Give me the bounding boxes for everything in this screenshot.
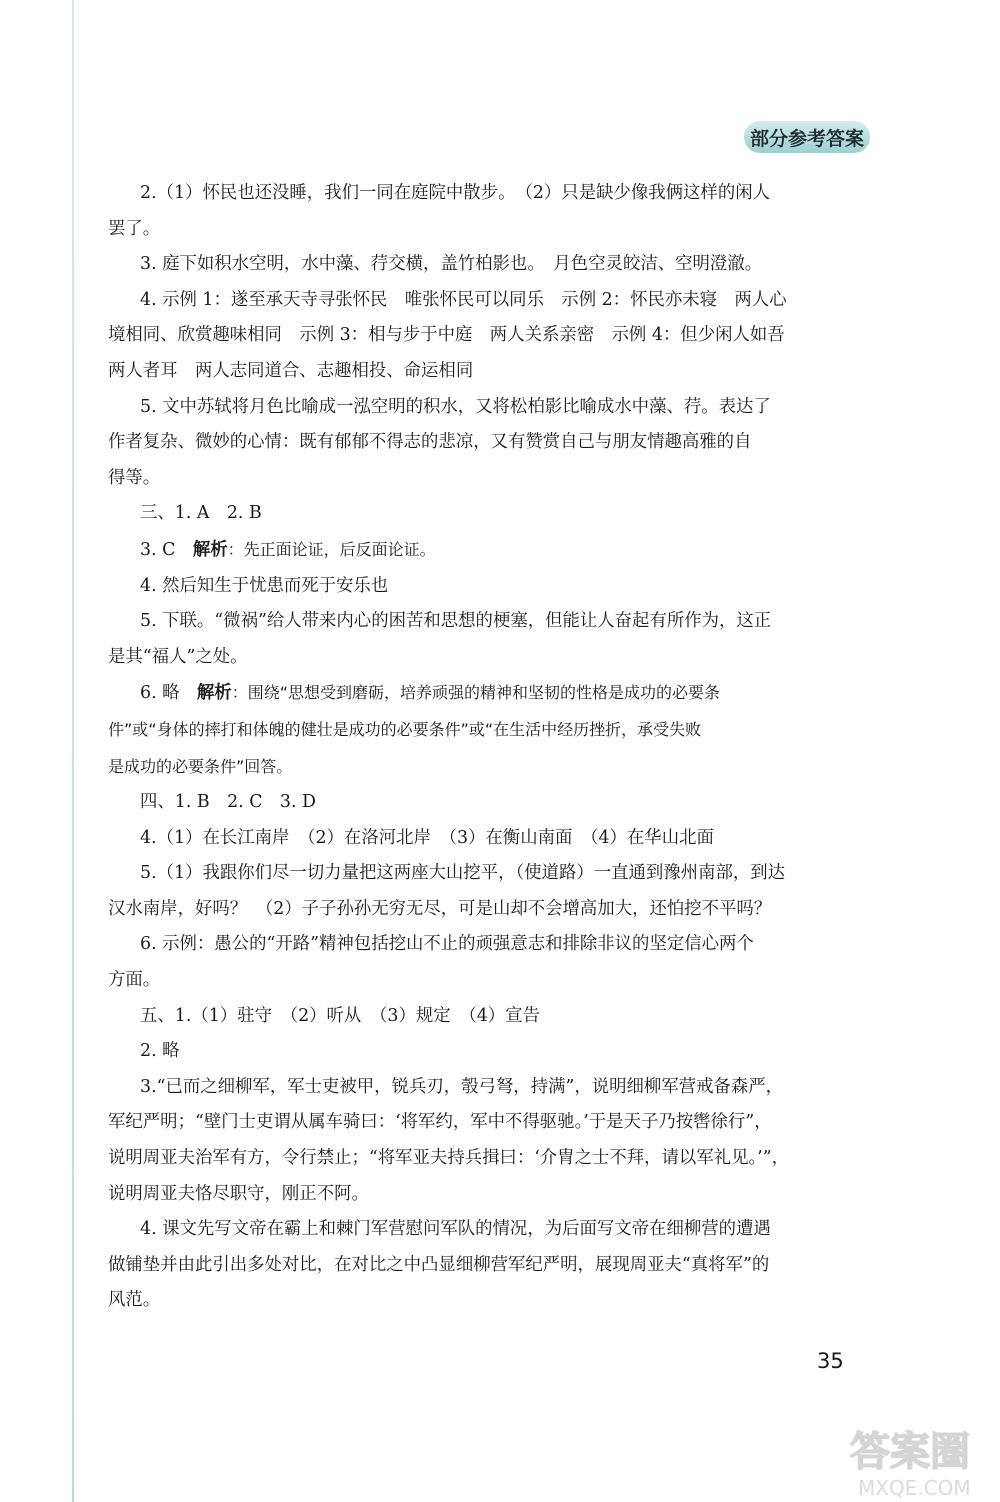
section-badge: 部分参考答案 bbox=[744, 121, 870, 153]
line-text: 是其“福人”之处。 bbox=[108, 646, 248, 667]
text-line bbox=[140, 532, 870, 569]
line-text: 说明周亚夫治军有方，令行禁止；“将军亚夫持兵揖曰：‘介胄之士不拜，请以军礼见。’”， bbox=[108, 1148, 789, 1169]
answer-text-block bbox=[108, 176, 870, 1319]
text-line bbox=[108, 892, 870, 928]
line-text: 方面。 bbox=[108, 970, 161, 991]
text-line bbox=[140, 856, 870, 892]
analysis-text: 件”或“身体的摔打和体魄的健壮是成功的必要条件”或“在生活中经历挫折，承受失败 bbox=[108, 719, 702, 739]
line-text: 汉水南岸，好吗？ （2）子子孙孙无穷无尽，可是山却不会增高加大，还怕挖不平吗？ bbox=[108, 898, 772, 919]
analysis-label: 解析 bbox=[192, 539, 228, 560]
watermark-url: MXQE.COM bbox=[858, 1476, 971, 1500]
line-text: 3.“已而之细柳军，军士吏被甲，锐兵刃，彀弓弩，持满”，说明细柳军营戒备森严， bbox=[140, 1076, 784, 1097]
line-text: 作者复杂、微妙的心情：既有郁郁不得志的悲凉，又有赞赏自己与朋友情趣高雅的自 bbox=[108, 432, 752, 453]
text-line bbox=[108, 712, 870, 749]
line-text: 4.（1）在长江南岸 （2）在洛河北岸 （3）在衡山南面 （4）在华山北面 bbox=[140, 827, 714, 848]
text-line bbox=[108, 749, 870, 786]
page-number: 35 bbox=[817, 1349, 844, 1373]
text-line bbox=[108, 1248, 870, 1284]
text-line bbox=[140, 1034, 870, 1070]
line-text: 5. 文中苏轼将月色比喻成一泓空明的积水，又将松柏影比喻成水中藻、荇。表达了 bbox=[140, 396, 771, 417]
line-text: 3. C bbox=[140, 539, 193, 560]
text-line bbox=[140, 927, 870, 963]
text-line bbox=[108, 1141, 870, 1177]
line-text: 2. 略 bbox=[140, 1041, 180, 1062]
text-line bbox=[140, 1212, 870, 1248]
line-text: 6. 略 bbox=[140, 683, 197, 704]
text-line bbox=[108, 425, 870, 461]
line-text: 2.（1）怀民也还没睡，我们一同在庭院中散步。 （2）只是缺少像我俩这样的闲人 bbox=[140, 183, 770, 203]
line-text: 5. 下联。“微祸”给人带来内心的困苦和思想的梗塞，但能让人奋起有所作为，这正 bbox=[140, 611, 772, 632]
text-line bbox=[108, 1105, 870, 1141]
text-line bbox=[108, 461, 870, 497]
text-line bbox=[108, 318, 870, 354]
watermark-text: 答案圈 bbox=[850, 1429, 970, 1475]
line-text: 五、1.（1）驻守 （2）听从 （3）规定 （4）宣告 bbox=[140, 1005, 540, 1026]
line-text: 两人者耳 两人志同道合、志趣相投、命运相同 bbox=[108, 360, 474, 381]
text-line bbox=[140, 821, 870, 857]
line-text: 军纪严明；“壁门士吏谓从属车骑曰：‘将军约，军中不得驱驰。’于是天子乃按辔徐行”， bbox=[108, 1112, 772, 1133]
text-line bbox=[140, 176, 870, 212]
text-line bbox=[140, 1070, 870, 1106]
analysis-text: ：先正面论证，后反面论证。 bbox=[227, 539, 436, 559]
line-text: 三、1. A 2. B bbox=[140, 503, 262, 524]
text-line bbox=[140, 675, 870, 712]
line-text: 风范。 bbox=[108, 1290, 161, 1311]
line-text: 4. 示例 1：遂至承天寺寻张怀民 唯张怀民可以同乐 示例 2：怀民亦未寝 两人心 bbox=[140, 289, 787, 310]
analysis-label: 解析 bbox=[196, 683, 232, 704]
line-text: 5.（1）我跟你们尽一切力量把这两座大山挖平，（使道路）一直通到豫州南部，到达 bbox=[140, 863, 786, 884]
text-line bbox=[108, 963, 870, 999]
line-text: 4. 课文先写文帝在霸上和棘门军营慰问军队的情况，为后面写文帝在细柳营的遭遇 bbox=[140, 1219, 771, 1240]
line-text: 境相同、欣赏趣味相同 示例 3：相与步于中庭 两人关系亲密 示例 4：但少闲人如吾 bbox=[108, 325, 785, 346]
analysis-text: 是成功的必要条件”回答。 bbox=[108, 756, 293, 776]
watermark-logo bbox=[840, 1420, 1000, 1502]
text-line bbox=[108, 640, 870, 676]
line-text: 得等。 bbox=[108, 467, 161, 488]
line-text: 3. 庭下如积水空明，水中藻、荇交横，盖竹柏影也。 月色空灵皎洁、空明澄澈。 bbox=[140, 254, 763, 275]
text-line bbox=[140, 247, 870, 283]
spine-line bbox=[72, 0, 74, 1502]
text-line bbox=[140, 785, 870, 821]
text-line bbox=[108, 354, 870, 390]
text-line bbox=[140, 604, 870, 640]
text-line bbox=[108, 1177, 870, 1213]
line-text: 6. 示例：愚公的“开路”精神包括挖山不止的顽强意志和排除非议的坚定信心两个 bbox=[140, 934, 754, 955]
text-line bbox=[140, 999, 870, 1035]
text-line bbox=[108, 1283, 870, 1319]
text-line bbox=[108, 212, 870, 248]
text-line bbox=[140, 569, 870, 605]
line-text: 4. 然后知生于忧患而死于安乐也 bbox=[140, 575, 389, 596]
text-line bbox=[140, 390, 870, 426]
text-line bbox=[140, 496, 870, 532]
line-text: 罢了。 bbox=[108, 218, 161, 239]
line-text: 四、1. B 2. C 3. D bbox=[140, 792, 316, 813]
analysis-text: ：围绕“思想受到磨砺，培养顽强的精神和坚韧的性格是成功的必要条 bbox=[231, 683, 720, 703]
text-line bbox=[140, 283, 870, 319]
line-text: 说明周亚夫恪尽职守，刚正不阿。 bbox=[108, 1183, 369, 1204]
line-text: 做铺垫并由此引出多处对比，在对比之中凸显细柳营军纪严明，展现周亚夫“真将军”的 bbox=[108, 1254, 770, 1275]
